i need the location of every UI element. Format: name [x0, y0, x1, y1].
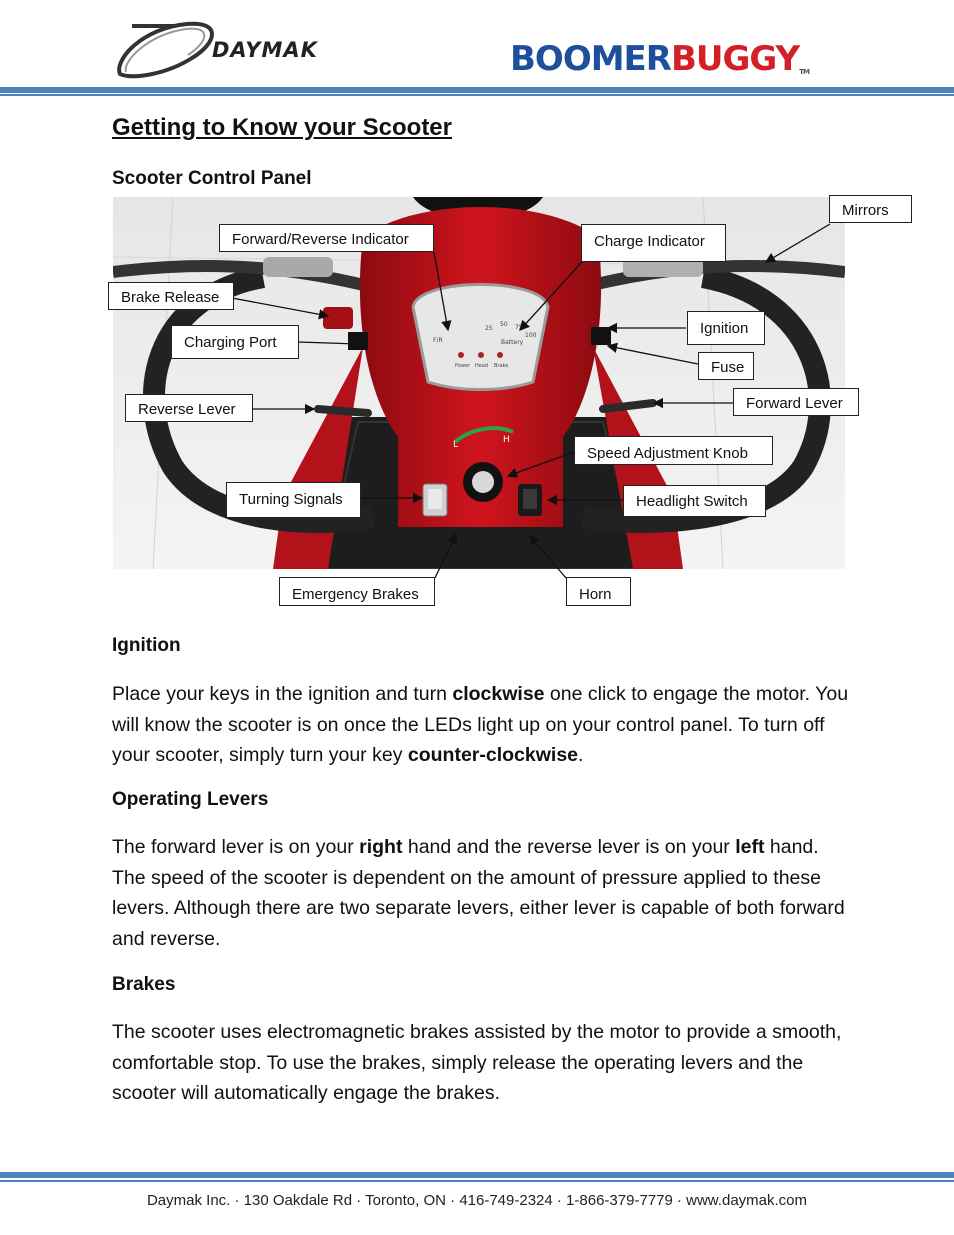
footer-contact: Daymak Inc. · 130 Oakdale Rd · Toronto, ON · 416-749-2324 · 1-866-379-7779 · www.daymak.com	[146, 1192, 808, 1209]
callout-headlight-switch: Headlight Switch	[623, 485, 766, 517]
dash-head-label: Head	[475, 363, 489, 369]
speed-low-label: L	[453, 440, 459, 450]
page-header	[0, 0, 954, 98]
ignition-text-3: .	[578, 744, 584, 766]
page-title: Getting to Know your Scooter	[112, 114, 452, 141]
dash-battery-label: Battery	[501, 339, 524, 346]
ignition-bold-counter-clockwise: counter-clockwise	[407, 744, 579, 766]
boomer-wordmark: BOOMER	[510, 39, 671, 79]
ignition-text-1: Place your keys in the ignition and turn	[112, 683, 453, 705]
gauge-75-label: 75	[515, 324, 523, 331]
buggy-wordmark: BUGGY	[670, 39, 800, 79]
callout-forward-lever: Forward Lever	[733, 388, 859, 416]
boomerbuggy-logo	[510, 39, 809, 79]
ignition-text-2: one click to engage the motor. You will know the scooter is on once the LEDs light up on your control panel. To turn off your scooter, simply turn your key	[112, 683, 849, 766]
levers-text-2: hand and the reverse lever is on your	[402, 836, 736, 858]
callout-emergency-brakes: Emergency Brakes	[279, 577, 435, 606]
gauge-50-label: 50	[500, 321, 508, 328]
callout-horn: Horn	[566, 577, 631, 606]
levers-text-1: The forward lever is on your	[112, 836, 360, 858]
header-rule	[0, 87, 954, 93]
callout-reverse-lever: Reverse Lever	[125, 394, 253, 422]
speed-high-label: H	[503, 435, 510, 445]
callout-turning-signals: Turning Signals	[226, 482, 361, 518]
levers-heading: Operating Levers	[112, 789, 269, 810]
callout-charging-port: Charging Port	[171, 325, 299, 359]
gauge-100-label: 100	[525, 332, 537, 339]
callout-speed-adjustment-knob: Speed Adjustment Knob	[574, 436, 773, 465]
brake-led	[497, 352, 503, 358]
callout-fuse: Fuse	[698, 352, 754, 380]
brakes-heading: Brakes	[112, 974, 176, 995]
ignition-heading: Ignition	[112, 635, 181, 656]
power-led	[458, 352, 464, 358]
footer-rule-thin	[0, 1180, 954, 1182]
gauge-25-label: 25	[485, 325, 493, 332]
control-panel-heading: Scooter Control Panel	[112, 168, 312, 189]
header-rule-thin	[0, 94, 954, 96]
dash-power-label: Power	[455, 363, 471, 369]
levers-bold-right: right	[359, 836, 403, 858]
trademark-mark: TM	[799, 68, 809, 76]
callout-ignition: Ignition	[687, 311, 765, 345]
levers-bold-left: left	[735, 836, 765, 858]
callout-mirrors: Mirrors	[829, 195, 912, 223]
head-led	[478, 352, 484, 358]
callout-charge-indicator: Charge Indicator	[581, 224, 726, 262]
dash-brake-label: Brake	[494, 363, 509, 369]
levers-paragraph	[112, 832, 857, 954]
callout-forward-reverse-indicator: Forward/Reverse Indicator	[219, 224, 434, 252]
ignition-bold-clockwise: clockwise	[452, 683, 545, 705]
dash-fr-label: F/R	[433, 337, 443, 344]
ignition-paragraph	[112, 679, 852, 771]
callout-brake-release: Brake Release	[108, 282, 234, 310]
daymak-wordmark: DAYMAK	[212, 38, 318, 62]
brakes-paragraph: The scooter uses electromagnetic brakes assisted by the motor to provide a smooth, comfortable stop. To use the brakes, simply release the operating levers and the scooter will automatically engage the brakes.	[112, 1021, 842, 1104]
levers-text-3: hand. The speed of the scooter is dependent on the amount of pressure applied to these levers. Although there are two separate levers, either lever is capable of both forward and reverse.	[112, 836, 845, 950]
footer-rule	[0, 1172, 954, 1178]
